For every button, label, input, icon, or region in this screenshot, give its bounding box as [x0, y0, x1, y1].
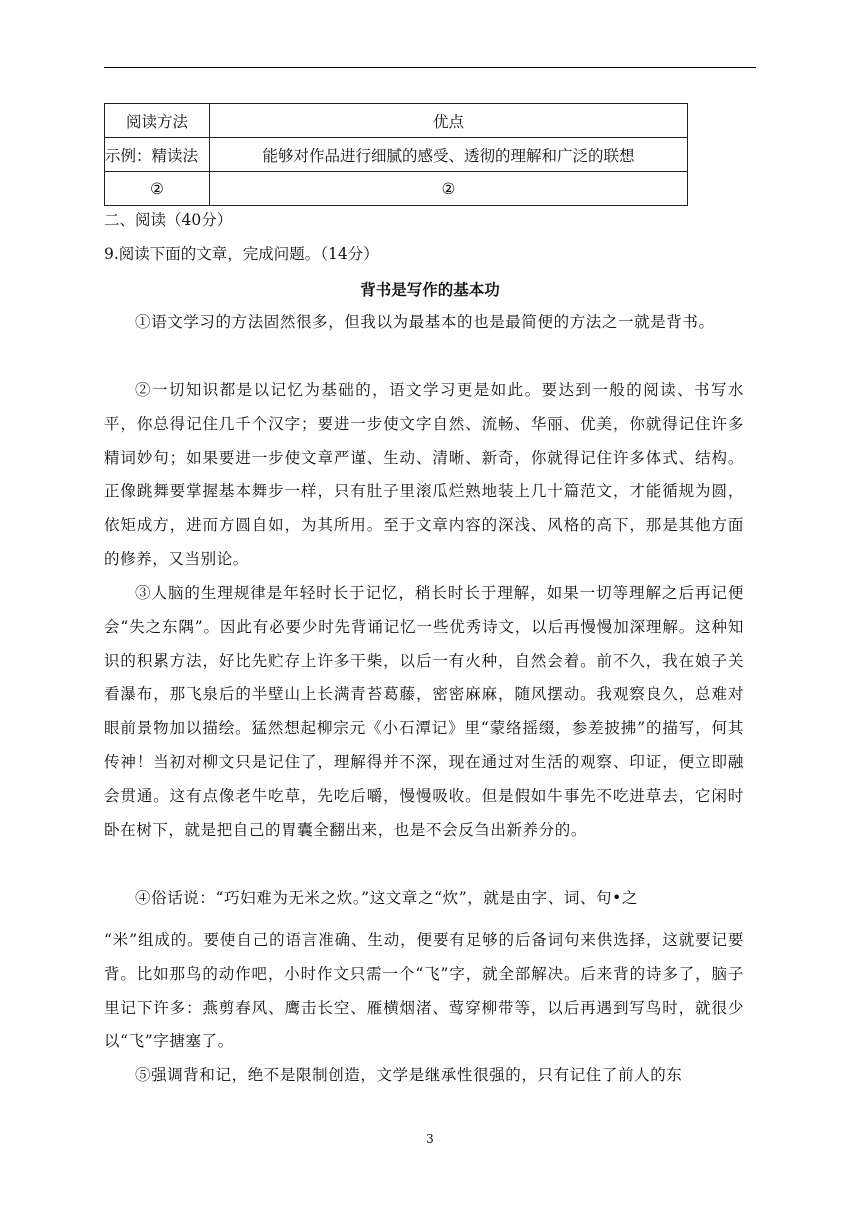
table-cell: 能够对作品进行细腻的感受、透彻的理解和广泛的联想	[210, 138, 688, 172]
reading-method-table	[104, 103, 688, 206]
table-cell: ②	[210, 172, 688, 206]
table-row	[105, 138, 688, 172]
table-cell: ②	[105, 172, 210, 206]
table-cell: 示例：精读法	[105, 138, 210, 172]
section-heading: 二、阅读（40分）	[104, 211, 233, 229]
paragraph-3: ③人脑的生理规律是年轻时长于记忆，稍长时长于理解，如果一切等理解之后再记便会“失之东隅”。因此有必要少时先背诵记忆一些优秀诗文，以后再慢慢加深理解。这种知识的积累方法，好比先贮存上许多干柴，以后一有火种，自然会着。前不久，我在娘子关看瀑布，那飞泉后的半壁山上长满青苔葛藤，密密麻麻，随风摆动。我观察良久，总难对眼前景物加以描绘。猛然想起柳宗元《小石潭记》里“蒙络摇缀，参差披拂”的描写，何其传神！当初对柳文只是记住了，理解得并不深，现在通过对生活的观察、印证，便立即融会贯通。这有点像老牛吃草，先吃后嚼，慢慢吸收。但是假如牛事先不吃进草去，它闲时卧在树下，就是把自己的胃囊全翻出来，也是不会反刍出新养分的。	[104, 584, 744, 839]
table-header-cell: 阅读方法	[105, 104, 210, 138]
table-header-row	[105, 104, 688, 138]
table-row	[105, 172, 688, 206]
paragraph-4-continued: “米”组成的。要使自己的语言准确、生动，便要有足够的后备词句来供选择，这就要记要背。比如那鸟的动作吧，小时作文只需一个“飞”字，就全部解决。后来背的诗多了，脑子里记下许多：燕剪春风、鹰击长空、雁横烟渚、莺穿柳带等，以后再遇到写鸟时，就很少以“飞”字搪塞了。	[104, 931, 744, 1051]
paragraph-4: ④俗话说：“巧妇难为无米之炊。”这文章之“炊”，就是由字、词、句•之	[135, 889, 638, 907]
article-title: 背书是写作的基本功	[360, 280, 500, 299]
table-header-cell: 优点	[210, 104, 688, 138]
paragraph-5: ⑤强调背和记，绝不是限制创造，文学是继承性很强的，只有记住了前人的东	[135, 1066, 683, 1084]
paragraph-2: ②一切知识都是以记忆为基础的，语文学习更是如此。要达到一般的阅读、书写水平，你总得记住几千个汉字；要进一步使文字自然、流畅、华丽、优美，你就得记住许多精词妙句；如果要进一步使文章严谨、生动、清晰、新奇，你就得记住许多体式、结构。正像跳舞要掌握基本舞步一样，只有肚子里滚瓜烂熟地装上几十篇范文，才能循规为圆，依矩成方，进而方圆自如，为其所用。至于文章内容的深浅、风格的高下，那是其他方面的修养，又当别论。	[104, 381, 744, 568]
page-number: 3	[426, 1132, 434, 1146]
paragraph-1: ①语文学习的方法固然很多，但我以为最基本的也是最简便的方法之一就是背书。	[135, 313, 715, 331]
header-rule	[104, 67, 756, 68]
question-prompt: 9.阅读下面的文章，完成问题。（14分）	[104, 245, 379, 263]
